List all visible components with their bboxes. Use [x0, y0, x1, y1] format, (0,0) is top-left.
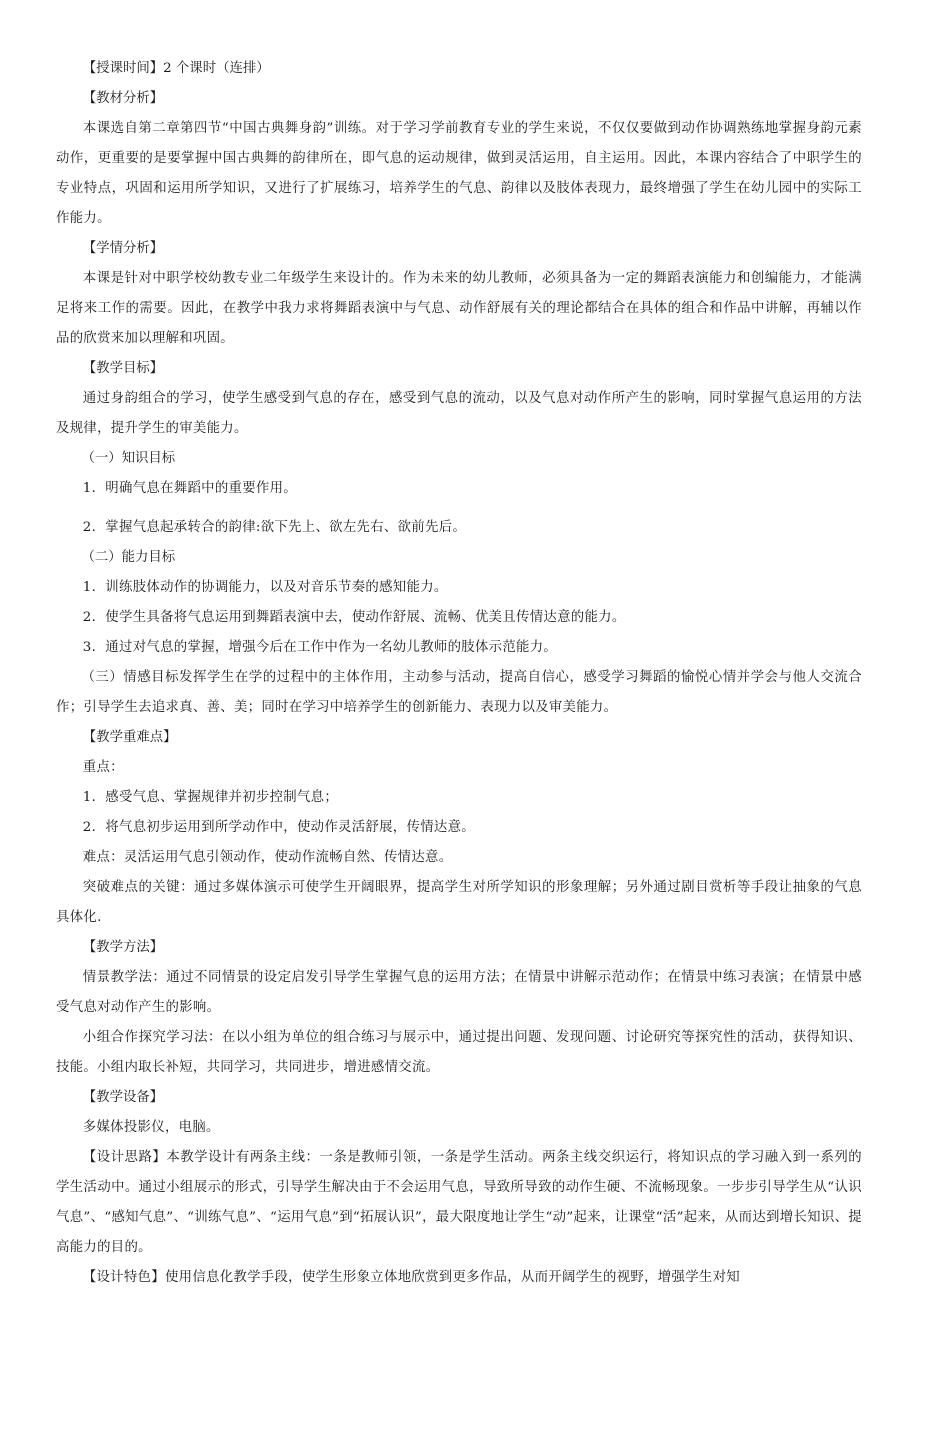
method-situational: 情景教学法：通过不同情景的设定启发引导学生掌握气息的运用方法；在情景中讲解示范动作；在情景中练习表演；在情景中感受气息对动作产生的影响。 [56, 970, 862, 1015]
design-idea-text: 本教学设计有两条主线：一条是教师引领，一条是学生活动。两条主线交织运行，将知识点的学习融入到一系列的学生活动中。通过小组展示的形式，引导学生解决由于不会运用气息，导致所导致的动作生硬、不流畅现象。一步步引导学生从“认识气息”、“感知气息”、“训练气息”、“运用气息”到“拓展认识”，最大限度地让学生“动”起来，让课堂“活”起来，从而达到增长知识、提高能力的目的。 [56, 1150, 862, 1255]
key-point-2: 2．将气息初步运用到所学动作中，使动作灵活舒展，传情达意。 [82, 820, 475, 835]
ability-goal-title: （二）能力目标 [81, 550, 176, 565]
difficult-point: 难点：灵活运用气息引领动作，使动作流畅自然、传情达意。 [82, 850, 453, 865]
knowledge-goal-2: 2．掌握气息起承转合的韵律:欲下先上、欲左先右、欲前先后。 [82, 520, 467, 535]
design-feature-label: 【设计特色】 [82, 1270, 165, 1285]
heading-student-analysis: 【学情分析】 [82, 241, 164, 256]
design-idea [56, 1143, 862, 1263]
design-idea-label: 【设计思路】 [82, 1150, 167, 1165]
heading-key-points: 【教学重难点】 [82, 730, 177, 745]
equipment-text: 多媒体投影仪，电脑。 [82, 1120, 220, 1135]
teaching-time-label: 【授课时间】 [82, 61, 164, 76]
heading-teaching-goals: 【教学目标】 [82, 361, 164, 376]
document-page [56, 54, 862, 1293]
heading-material-analysis: 【教材分析】 [82, 91, 164, 106]
teaching-goals-text: 通过身韵组合的学习，使学生感受到气息的存在，感受到气息的流动，以及气息对动作所产生的影响，同时掌握气息运用的方法及规律，提升学生的审美能力。 [56, 391, 862, 436]
breakthrough-text: 突破难点的关键：通过多媒体演示可使学生开阔眼界，提高学生对所学知识的形象理解；另外通过剧目赏析等手段让抽象的气息具体化. [56, 880, 862, 925]
design-feature-text: 使用信息化教学手段，使学生形象立体地欣赏到更多作品，从而开阔学生的视野，增强学生对知 [164, 1270, 740, 1285]
ability-goal-2: 2．使学生具备将气息运用到舞蹈表演中去，使动作舒展、流畅、优美且传情达意的能力。 [82, 610, 626, 625]
emotion-goal-text: （三）情感目标发挥学生在学的过程中的主体作用，主动参与活动，提高自信心，感受学习舞蹈的愉悦心情并学会与他人交流合作；引导学生去追求真、善、美；同时在学习中培养学生的创新能力、表现力以及审美能力。 [56, 670, 862, 715]
teaching-time [56, 54, 862, 84]
heading-teaching-equipment: 【教学设备】 [82, 1090, 164, 1105]
ability-goal-3: 3．通过对气息的掌握，增强今后在工作中作为一名幼儿教师的肢体示范能力。 [82, 640, 558, 655]
material-analysis-text: 本课选自第二章第四节“中国古典舞身韵”训练。对于学习学前教育专业的学生来说，不仅仅要做到动作协调熟练地掌握身韵元素动作，更重要的是要掌握中国古典舞的韵律所在，即气息的运动规律，做到灵活运用，自主运用。因此，本课内容结合了中职学生的专业特点，巩固和运用所学知识，又进行了扩展练习，培养学生的气息、韵律以及肢体表现力，最终增强了学生在幼儿园中的实际工作能力。 [56, 121, 862, 226]
heading-teaching-methods: 【教学方法】 [82, 940, 164, 955]
ability-goal-1: 1．训练肢体动作的协调能力，以及对音乐节奏的感知能力。 [82, 580, 448, 595]
key-points-label: 重点： [82, 760, 124, 775]
method-group-inquiry: 小组合作探究学习法：在以小组为单位的组合练习与展示中，通过提出问题、发现问题、讨论研究等探究性的活动，获得知识、技能。小组内取长补短，共同学习，共同进步，增进感情交流。 [56, 1030, 862, 1075]
knowledge-goal-title: （一）知识目标 [81, 451, 176, 466]
design-feature [56, 1263, 862, 1293]
teaching-time-value: 2 个课时（连排） [163, 61, 270, 76]
student-analysis-text: 本课是针对中职学校幼教专业二年级学生来设计的。作为未来的幼儿教师，必须具备为一定的舞蹈表演能力和创编能力，才能满足将来工作的需要。因此，在教学中我力求将舞蹈表演中与气息、动作舒展有关的理论都结合在具体的组合和作品中讲解，再辅以作品的欣赏来加以理解和巩固。 [56, 271, 862, 346]
knowledge-goal-1: 1．明确气息在舞蹈中的重要作用。 [82, 481, 297, 496]
key-point-1: 1．感受气息、掌握规律并初步控制气息； [82, 790, 339, 805]
